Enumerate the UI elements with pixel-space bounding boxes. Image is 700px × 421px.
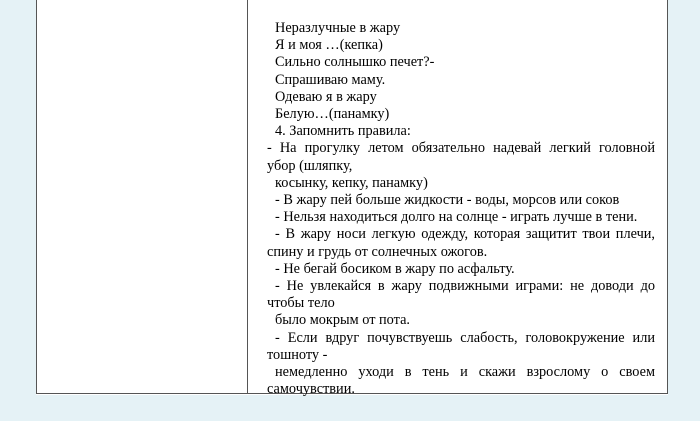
text-line: - Нельзя находиться долго на солнце - играть лучше в тени. — [275, 209, 638, 226]
text-line: 4. Запомнить правила: — [275, 123, 411, 140]
text-line: самочувствии. — [267, 381, 355, 398]
text-line: немедленно уходи в тень и скажи взрослому о своем — [275, 364, 655, 380]
text-line: чтобы тело — [267, 295, 335, 312]
text-line: - В жару носи легкую одежду, которая защитит твои плечи, — [275, 226, 655, 243]
text-line: Белую…(панамку) — [275, 106, 390, 123]
text-line: - Если вдруг почувствуешь слабость, головокружение или — [275, 329, 655, 346]
table-frame — [36, 0, 668, 398]
text-line: было мокрым от пота. — [275, 312, 410, 329]
text-line: - Не увлекайся в жару подвижными играми: не доводи до — [275, 278, 655, 295]
right-cell-text — [259, 20, 655, 398]
column-divider — [247, 0, 248, 393]
text-line: - На прогулку летом обязательно надевай легкий головной — [267, 140, 655, 157]
text-line: Сильно солнышко печет?- — [275, 54, 435, 71]
text-line: Одеваю я в жару — [275, 88, 377, 105]
text-line: спину и грудь от солнечных ожогов. — [267, 243, 488, 260]
text-line: убор (шляпку, — [267, 157, 353, 174]
text-line: - Не бегай босиком в жару по асфальту. — [275, 260, 515, 277]
text-line: Я и моя …(кепка) — [275, 37, 383, 54]
text-line: косынку, кепку, панамку) — [275, 174, 428, 191]
text-line: - В жару пей больше жидкости - воды, морсов или соков — [275, 192, 620, 209]
text-line: Спрашиваю маму. — [275, 71, 386, 88]
text-line: тошноту - — [267, 346, 328, 363]
text-line: Неразлучные в жару — [275, 20, 401, 36]
page-sheet — [36, 0, 668, 398]
